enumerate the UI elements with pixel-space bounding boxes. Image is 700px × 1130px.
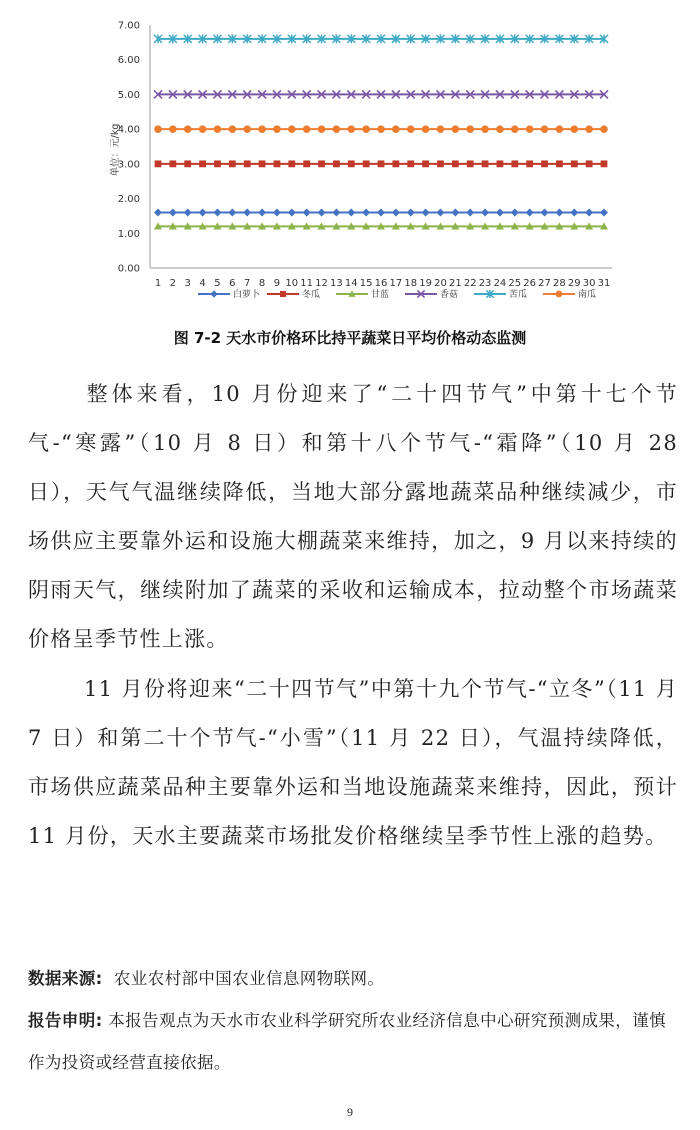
data-point bbox=[258, 208, 266, 216]
data-point bbox=[407, 160, 414, 167]
data-point bbox=[451, 208, 459, 216]
data-point bbox=[556, 291, 563, 298]
x-tick-label: 21 bbox=[448, 278, 462, 289]
data-point bbox=[422, 160, 429, 167]
data-point bbox=[184, 208, 192, 216]
data-point bbox=[213, 208, 221, 216]
x-tick-label: 13 bbox=[330, 278, 343, 289]
data-point bbox=[555, 208, 563, 216]
y-tick-label: 2.00 bbox=[117, 194, 140, 206]
x-tick-label: 28 bbox=[553, 278, 566, 289]
paragraph-2 bbox=[28, 665, 678, 861]
series-4 bbox=[154, 34, 608, 43]
data-point bbox=[482, 160, 489, 167]
legend-label: 南瓜 bbox=[578, 290, 597, 300]
x-tick-label: 7 bbox=[244, 278, 251, 289]
data-point bbox=[318, 160, 325, 167]
data-point bbox=[511, 125, 519, 133]
data-point bbox=[169, 125, 177, 133]
x-tick-label: 5 bbox=[214, 278, 221, 289]
data-point bbox=[228, 208, 236, 216]
data-source-text: 农业农村部中国农业信息网物联网。 bbox=[113, 969, 385, 988]
data-point bbox=[526, 125, 534, 133]
legend-item bbox=[336, 288, 389, 300]
data-point bbox=[210, 290, 217, 297]
data-point bbox=[199, 160, 206, 167]
paragraph-1-text: 整体来看，10 月份迎来了“二十四节气”中第十七个节气-“寒露”（10 月 8 日）和第十八个节气-“霜降”（10 月 28 日），天气气温继续降低，当地大部分露地蔬菜品种继续减少，市场供应主要靠外运和设施大棚蔬菜来维持，加之，9 月以来持续的阴雨天气，继续附加了蔬菜的采收和运输成本，拉动整个市场蔬菜价格呈季节性上涨。 bbox=[28, 382, 678, 651]
data-point bbox=[303, 125, 311, 133]
x-tick-label: 22 bbox=[463, 278, 477, 289]
data-point bbox=[422, 125, 430, 133]
data-point bbox=[526, 208, 534, 216]
x-tick-label: 26 bbox=[523, 278, 537, 289]
y-tick-label: 5.00 bbox=[117, 89, 140, 101]
data-point bbox=[154, 125, 162, 133]
data-point bbox=[169, 160, 176, 167]
data-point bbox=[303, 208, 311, 216]
data-point bbox=[377, 125, 385, 133]
data-point bbox=[348, 160, 355, 167]
paragraph-2-text: 11 月份将迎来“二十四节气”中第十九个节气-“立冬”（11 月 7 日）和第二十个节气-“小雪”（11 月 22 日），气温持续降低，市场供应蔬菜品种主要靠外运和当地设施蔬菜来维持，因此，预计 11 月份，天水主要蔬菜市场批发价格继续呈季节性上涨的趋势。 bbox=[28, 677, 678, 848]
data-point bbox=[244, 160, 251, 167]
data-point bbox=[362, 208, 370, 216]
data-point bbox=[273, 208, 281, 216]
data-point bbox=[437, 160, 444, 167]
data-point bbox=[392, 160, 399, 167]
data-point bbox=[570, 125, 578, 133]
data-point bbox=[258, 125, 266, 133]
data-point bbox=[303, 160, 310, 167]
x-tick-label: 9 bbox=[273, 278, 281, 289]
y-tick-label: 6.00 bbox=[117, 55, 140, 67]
legend-label: 苦瓜 bbox=[509, 290, 528, 300]
data-point bbox=[347, 208, 355, 216]
data-point bbox=[214, 160, 221, 167]
data-point bbox=[154, 208, 162, 216]
data-point bbox=[556, 125, 564, 133]
x-tick-label: 16 bbox=[374, 278, 388, 289]
data-point bbox=[155, 160, 162, 167]
data-point bbox=[541, 160, 548, 167]
data-point bbox=[436, 208, 444, 216]
x-tick-label: 12 bbox=[315, 278, 328, 289]
data-point bbox=[407, 208, 415, 216]
x-tick-label: 6 bbox=[229, 278, 236, 289]
series-2 bbox=[154, 222, 608, 229]
x-tick-label: 20 bbox=[434, 278, 447, 289]
x-tick-label: 14 bbox=[344, 278, 358, 289]
y-tick-label: 1.00 bbox=[117, 228, 140, 240]
data-point bbox=[184, 160, 191, 167]
data-point bbox=[452, 160, 459, 167]
data-point bbox=[556, 160, 563, 167]
data-point bbox=[363, 160, 370, 167]
data-point bbox=[318, 125, 326, 133]
legend-item bbox=[405, 288, 458, 300]
data-source-label: 数据来源 bbox=[28, 969, 96, 988]
data-point bbox=[497, 160, 504, 167]
data-point bbox=[481, 125, 489, 133]
y-axis-label: 单位：元/kg bbox=[110, 123, 121, 177]
series-1 bbox=[155, 160, 608, 167]
x-tick-label: 27 bbox=[538, 278, 551, 289]
x-tick-label: 4 bbox=[199, 278, 206, 289]
data-point bbox=[243, 125, 251, 133]
x-tick-label: 24 bbox=[493, 278, 507, 289]
data-point bbox=[392, 125, 400, 133]
x-tick-label: 2 bbox=[169, 278, 177, 289]
data-point bbox=[585, 125, 593, 133]
data-point bbox=[347, 125, 355, 133]
data-point bbox=[377, 208, 385, 216]
data-point bbox=[259, 160, 266, 167]
data-point bbox=[586, 160, 593, 167]
data-point bbox=[184, 125, 192, 133]
series-0 bbox=[154, 208, 608, 216]
data-point bbox=[437, 125, 445, 133]
data-point bbox=[288, 160, 295, 167]
data-point bbox=[333, 160, 340, 167]
x-tick-label: 23 bbox=[478, 278, 492, 289]
x-tick-label: 31 bbox=[597, 278, 611, 289]
y-tick-label: 7.00 bbox=[117, 20, 140, 32]
x-tick-label: 19 bbox=[419, 278, 432, 289]
data-point bbox=[229, 125, 237, 133]
data-point bbox=[481, 208, 489, 216]
price-line-chart bbox=[0, 0, 700, 312]
data-point bbox=[600, 125, 608, 133]
series-3 bbox=[154, 90, 608, 98]
data-point bbox=[570, 208, 578, 216]
data-point bbox=[199, 125, 207, 133]
legend-item bbox=[267, 288, 320, 300]
series-5 bbox=[154, 125, 608, 133]
data-point bbox=[541, 125, 549, 133]
legend-label: 甘蓝 bbox=[371, 290, 390, 300]
data-point bbox=[496, 125, 504, 133]
data-source: 数据来源: 农业农村部中国农业信息网物联网。 bbox=[28, 969, 385, 988]
data-point bbox=[467, 160, 474, 167]
x-tick-label: 3 bbox=[184, 278, 191, 289]
data-point bbox=[199, 208, 207, 216]
data-point bbox=[214, 125, 222, 133]
data-point bbox=[526, 160, 533, 167]
report-statement-text: 本报告观点为天水市农业科学研究所农业经济信息中心研究预测成果，谨慎作为投资或经营直接依据。 bbox=[28, 1011, 666, 1072]
data-point bbox=[288, 125, 296, 133]
paragraph-1 bbox=[28, 370, 678, 664]
data-point bbox=[541, 208, 549, 216]
data-point bbox=[318, 208, 326, 216]
legend-item bbox=[543, 288, 596, 300]
x-tick-label: 1 bbox=[154, 278, 162, 289]
x-tick-label: 10 bbox=[285, 278, 299, 289]
data-point bbox=[229, 160, 236, 167]
x-tick-label: 11 bbox=[300, 278, 314, 289]
data-point bbox=[452, 125, 460, 133]
data-point bbox=[280, 291, 286, 297]
data-point bbox=[601, 160, 608, 167]
data-point bbox=[511, 160, 518, 167]
data-point bbox=[362, 125, 370, 133]
data-point bbox=[273, 125, 281, 133]
x-tick-label: 15 bbox=[359, 278, 373, 289]
y-tick-label: 4.00 bbox=[117, 124, 140, 136]
legend-label: 香菇 bbox=[440, 290, 459, 300]
x-tick-label: 25 bbox=[508, 278, 522, 289]
x-tick-label: 29 bbox=[567, 278, 581, 289]
x-tick-label: 18 bbox=[404, 278, 418, 289]
legend-item bbox=[198, 288, 260, 300]
legend-label: 冬瓜 bbox=[302, 290, 321, 300]
data-point bbox=[274, 160, 281, 167]
report-statement-label: 报告申明 bbox=[28, 1011, 96, 1030]
legend-label: 白萝卜 bbox=[233, 290, 261, 300]
report-statement: 报告申明: 本报告观点为天水市农业科学研究所农业经济信息中心研究预测成果，谨慎作为投资或经营直接依据。 bbox=[28, 1011, 666, 1072]
data-point bbox=[422, 208, 430, 216]
data-point bbox=[466, 125, 474, 133]
data-point bbox=[407, 125, 415, 133]
y-tick-label: 3.00 bbox=[117, 159, 140, 171]
data-point bbox=[243, 208, 251, 216]
x-tick-label: 30 bbox=[582, 278, 596, 289]
x-tick-label: 17 bbox=[389, 278, 403, 289]
data-point bbox=[496, 208, 504, 216]
x-tick-label: 8 bbox=[258, 278, 266, 289]
data-point bbox=[288, 208, 296, 216]
data-point bbox=[466, 208, 474, 216]
data-point bbox=[333, 125, 341, 133]
data-point bbox=[169, 208, 177, 216]
legend-item bbox=[474, 288, 527, 300]
figure-caption: 图 7-2 天水市价格环比持平蔬菜日平均价格动态监测 bbox=[173, 329, 527, 347]
data-point bbox=[585, 208, 593, 216]
data-point bbox=[378, 160, 385, 167]
data-point bbox=[392, 208, 400, 216]
page-number: 9 bbox=[347, 1105, 353, 1119]
data-point bbox=[332, 208, 340, 216]
y-tick-label: 0.00 bbox=[117, 263, 140, 275]
data-point bbox=[571, 160, 578, 167]
data-point bbox=[511, 208, 519, 216]
data-point bbox=[600, 208, 608, 216]
